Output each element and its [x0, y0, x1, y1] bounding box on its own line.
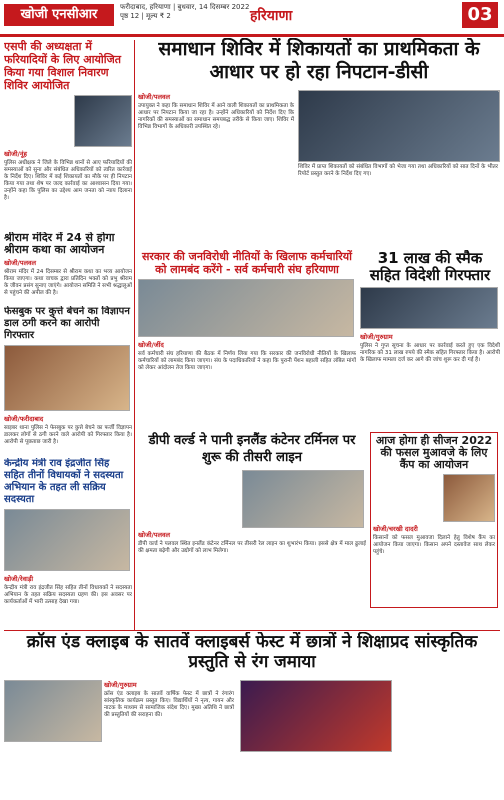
masthead-info	[120, 3, 360, 21]
column-divider	[134, 40, 135, 630]
mid-body: सर्व कर्मचारी संघ हरियाणा की बैठक में निर्णय लिया गया कि सरकार की जनविरोधी नीतियों के खिलाफ कर्मचारियों को लामबंद किया जाएगा। संघ के पदाधिकारियों ने कहा कि पुरानी पेंशन बहाली सहित लंबित मांगों को लेकर आंदोलन तेज किया जाएगा।	[138, 351, 356, 371]
story-photo	[4, 345, 130, 411]
story-body: पुलिस अधीक्षक ने जिले के विभिन्न थानों से आए फरियादियों की समस्याओं को सुना और संबंधित अधिकारियों को त्वरित कार्रवाई के निर्देश दिए। शिविर में कई शिकायतों का मौके पर ही निपटान किया गया तथा शेष पर जल्द कार्रवाई का आश्वासन दिया गया। उन्होंने कहा कि पुलिस का उद्देश्य आम जनता को न्याय दिलाना है।	[4, 160, 132, 201]
arrest-photo	[360, 287, 498, 329]
story-body: साइबर थाना पुलिस ने फेसबुक पर कुत्ते बेचने का फर्जी विज्ञापन डालकर लोगों से ठगी करने वाले आरोपी को गिरफ्तार किया है। आरोपी से पूछताछ जारी है।	[4, 425, 132, 445]
main-photo-2	[498, 90, 500, 92]
camp-byline: खोजी/चरखी दादरी	[373, 525, 418, 533]
main-headline: समाधान शिविर में शिकायतों का प्राथमिकता के आधार पर हो रहा निपटान-डीसी	[158, 38, 480, 83]
mid-story	[138, 250, 356, 420]
fest-photo-1	[4, 680, 102, 742]
left-story-1	[4, 40, 132, 230]
dw-photo	[242, 470, 364, 528]
main-body: उपायुक्त ने कहा कि समाधान शिविर में आने वाली शिकायतों का प्राथमिकता के आधार पर निपटान किया जा रहा है। उन्होंने अधिकारियों को निर्देश दिए कि नागरिकों की समस्याओं का समाधान समयबद्ध तरीके से किया जाए। शिविर में विभिन्न विभागों के अधिकारी उपस्थित रहे।	[138, 103, 294, 130]
dw-byline: खोजी/पलवल	[138, 531, 171, 539]
camp-story	[370, 432, 498, 608]
fest-photo-2	[240, 680, 392, 752]
story-byline: खोजी/फरीदाबाद	[4, 415, 44, 423]
dw-story	[138, 432, 366, 608]
story-body: केन्द्रीय मंत्री राव इंद्रजीत सिंह सहित तीनों विधायकों ने सदस्यता अभियान के तहत सक्रिय सदस्यता ग्रहण की। इस अवसर पर कार्यकर्ताओं में भारी उत्साह देखा गया।	[4, 585, 132, 605]
mid-headline: सरकार की जनविरोधी नीतियों के खिलाफ कर्मचारियों को लामबंद करेंगे - सर्व कर्मचारी संघ हरियाणा	[141, 250, 353, 276]
fest-body: क्रॉस एंड क्लाइब के सातवें वार्षिक फेस्ट में छात्रों ने रंगारंग सांस्कृतिक कार्यक्रम प्रस्तुत किए। विद्यार्थियों ने नृत्य, गायन और नाटक के माध्यम से सामाजिक संदेश दिए। मुख्य अतिथि ने छात्रों की प्रस्तुतियों की सराहना की।	[104, 691, 234, 718]
story-byline: खोजी/पलवल	[4, 259, 37, 267]
horizontal-divider	[4, 630, 500, 631]
camp-headline: आज होगा ही सीजन 2022 की फसल मुआवजे के लिए कैंप का आयोजन	[375, 434, 493, 471]
main-side-body: शिविर में प्राप्त शिकायतों को संबंधित विभागों को भेजा गया तथा अधिकारियों को सात दिनों के भीतर रिपोर्ट प्रस्तुत करने के निर्देश दिए गए।	[298, 164, 498, 177]
story-byline: खोजी/नूंह	[4, 150, 27, 158]
story-photo	[4, 509, 130, 571]
camp-body: किसानों को फसल मुआवजा दिलाने हेतु विशेष कैंप का आयोजन किया जाएगा। किसान अपने दस्तावेज साथ लेकर पहुंचे।	[373, 535, 495, 555]
main-story	[138, 38, 500, 248]
arrest-story	[360, 250, 500, 430]
camp-photo	[443, 474, 495, 522]
story-byline: खोजी/रेवाड़ी	[4, 575, 33, 583]
story-headline: केन्द्रीय मंत्री राव इंद्रजीत सिंह सहित तीनों विधायकों ने सदस्यता अभियान के तहत ली सक्रिय सदस्यता	[4, 458, 124, 505]
main-photo	[298, 90, 500, 162]
newspaper-logo: खोजी एनसीआर	[4, 4, 114, 26]
story-headline: एसपी की अध्यक्षता में फरियादियों के लिए आयोजित किया गया विशाल निवारण शिविर आयोजित	[4, 40, 122, 92]
story-headline: श्रीराम मंदिर में 24 से होगा श्रीराम कथा का आयोजन	[4, 232, 115, 256]
fest-headline: क्रॉस एंड क्लाइब के सातवें क्लाइबर्स फेस्ट में छात्रों ने शिक्षाप्रद सांस्कृतिक प्रस्तुति से रंग जमाया	[26, 632, 478, 672]
dw-headline: डीपी वर्ल्ड ने पानी इनलैंड कंटेनर टर्मिनल पर शुरू की तीसरी लाइन	[148, 433, 356, 465]
fest-byline: खोजी/गुरुग्राम	[104, 681, 137, 689]
mid-photo	[138, 279, 354, 337]
left-story-3	[4, 306, 132, 456]
masthead-meta: पृष्ठ 12 | मूल्य ₹ 2	[120, 12, 171, 20]
fest-story	[4, 632, 500, 798]
arrest-body: पुलिस ने गुप्त सूचना के आधार पर कार्रवाई करते हुए एक विदेशी नागरिक को 31 लाख रुपये की स्मैक सहित गिरफ्तार किया है। आरोपी के खिलाफ मामला दर्ज कर आगे की जांच शुरू कर दी गई है।	[360, 343, 500, 363]
arrest-byline: खोजी/गुरुग्राम	[360, 333, 393, 341]
dw-body: डीपी वर्ल्ड ने पलवल स्थित इनलैंड कंटेनर टर्मिनल पर तीसरी रेल लाइन का शुभारंभ किया। इससे क्षेत्र में माल ढुलाई की क्षमता बढ़ेगी और उद्योगों को लाभ मिलेगा।	[138, 541, 366, 554]
page-number: 03	[462, 2, 498, 28]
arrest-headline: 31 लाख की स्मैक सहित विदेशी गिरफ्तार	[369, 250, 491, 284]
masthead-date: फरीदाबाद, हरियाणा | बुधवार, 14 दिसम्बर 2022	[120, 3, 250, 11]
main-byline: खोजी/पलवल	[138, 93, 171, 101]
story-photo	[74, 95, 132, 147]
story-headline: फेसबुक पर कुत्ते बेचने का विज्ञापन डाल ठगी करने का आरोपी गिरफ्तार	[4, 306, 130, 341]
mid-byline: खोजी/जींद	[138, 341, 164, 349]
masthead	[0, 0, 504, 37]
left-story-4	[4, 458, 132, 630]
story-body: श्रीराम मंदिर में 24 दिसम्बर से श्रीराम कथा का भव्य आयोजन किया जाएगा। कथा वाचक द्वारा प्रतिदिन भक्तों को प्रभु श्रीराम के जीवन प्रसंग सुनाए जाएंगे। आयोजन समिति ने सभी श्रद्धालुओं से पहुंचने की अपील की है।	[4, 269, 132, 296]
section-name: हरियाणा	[250, 8, 293, 24]
left-story-2	[4, 232, 132, 304]
